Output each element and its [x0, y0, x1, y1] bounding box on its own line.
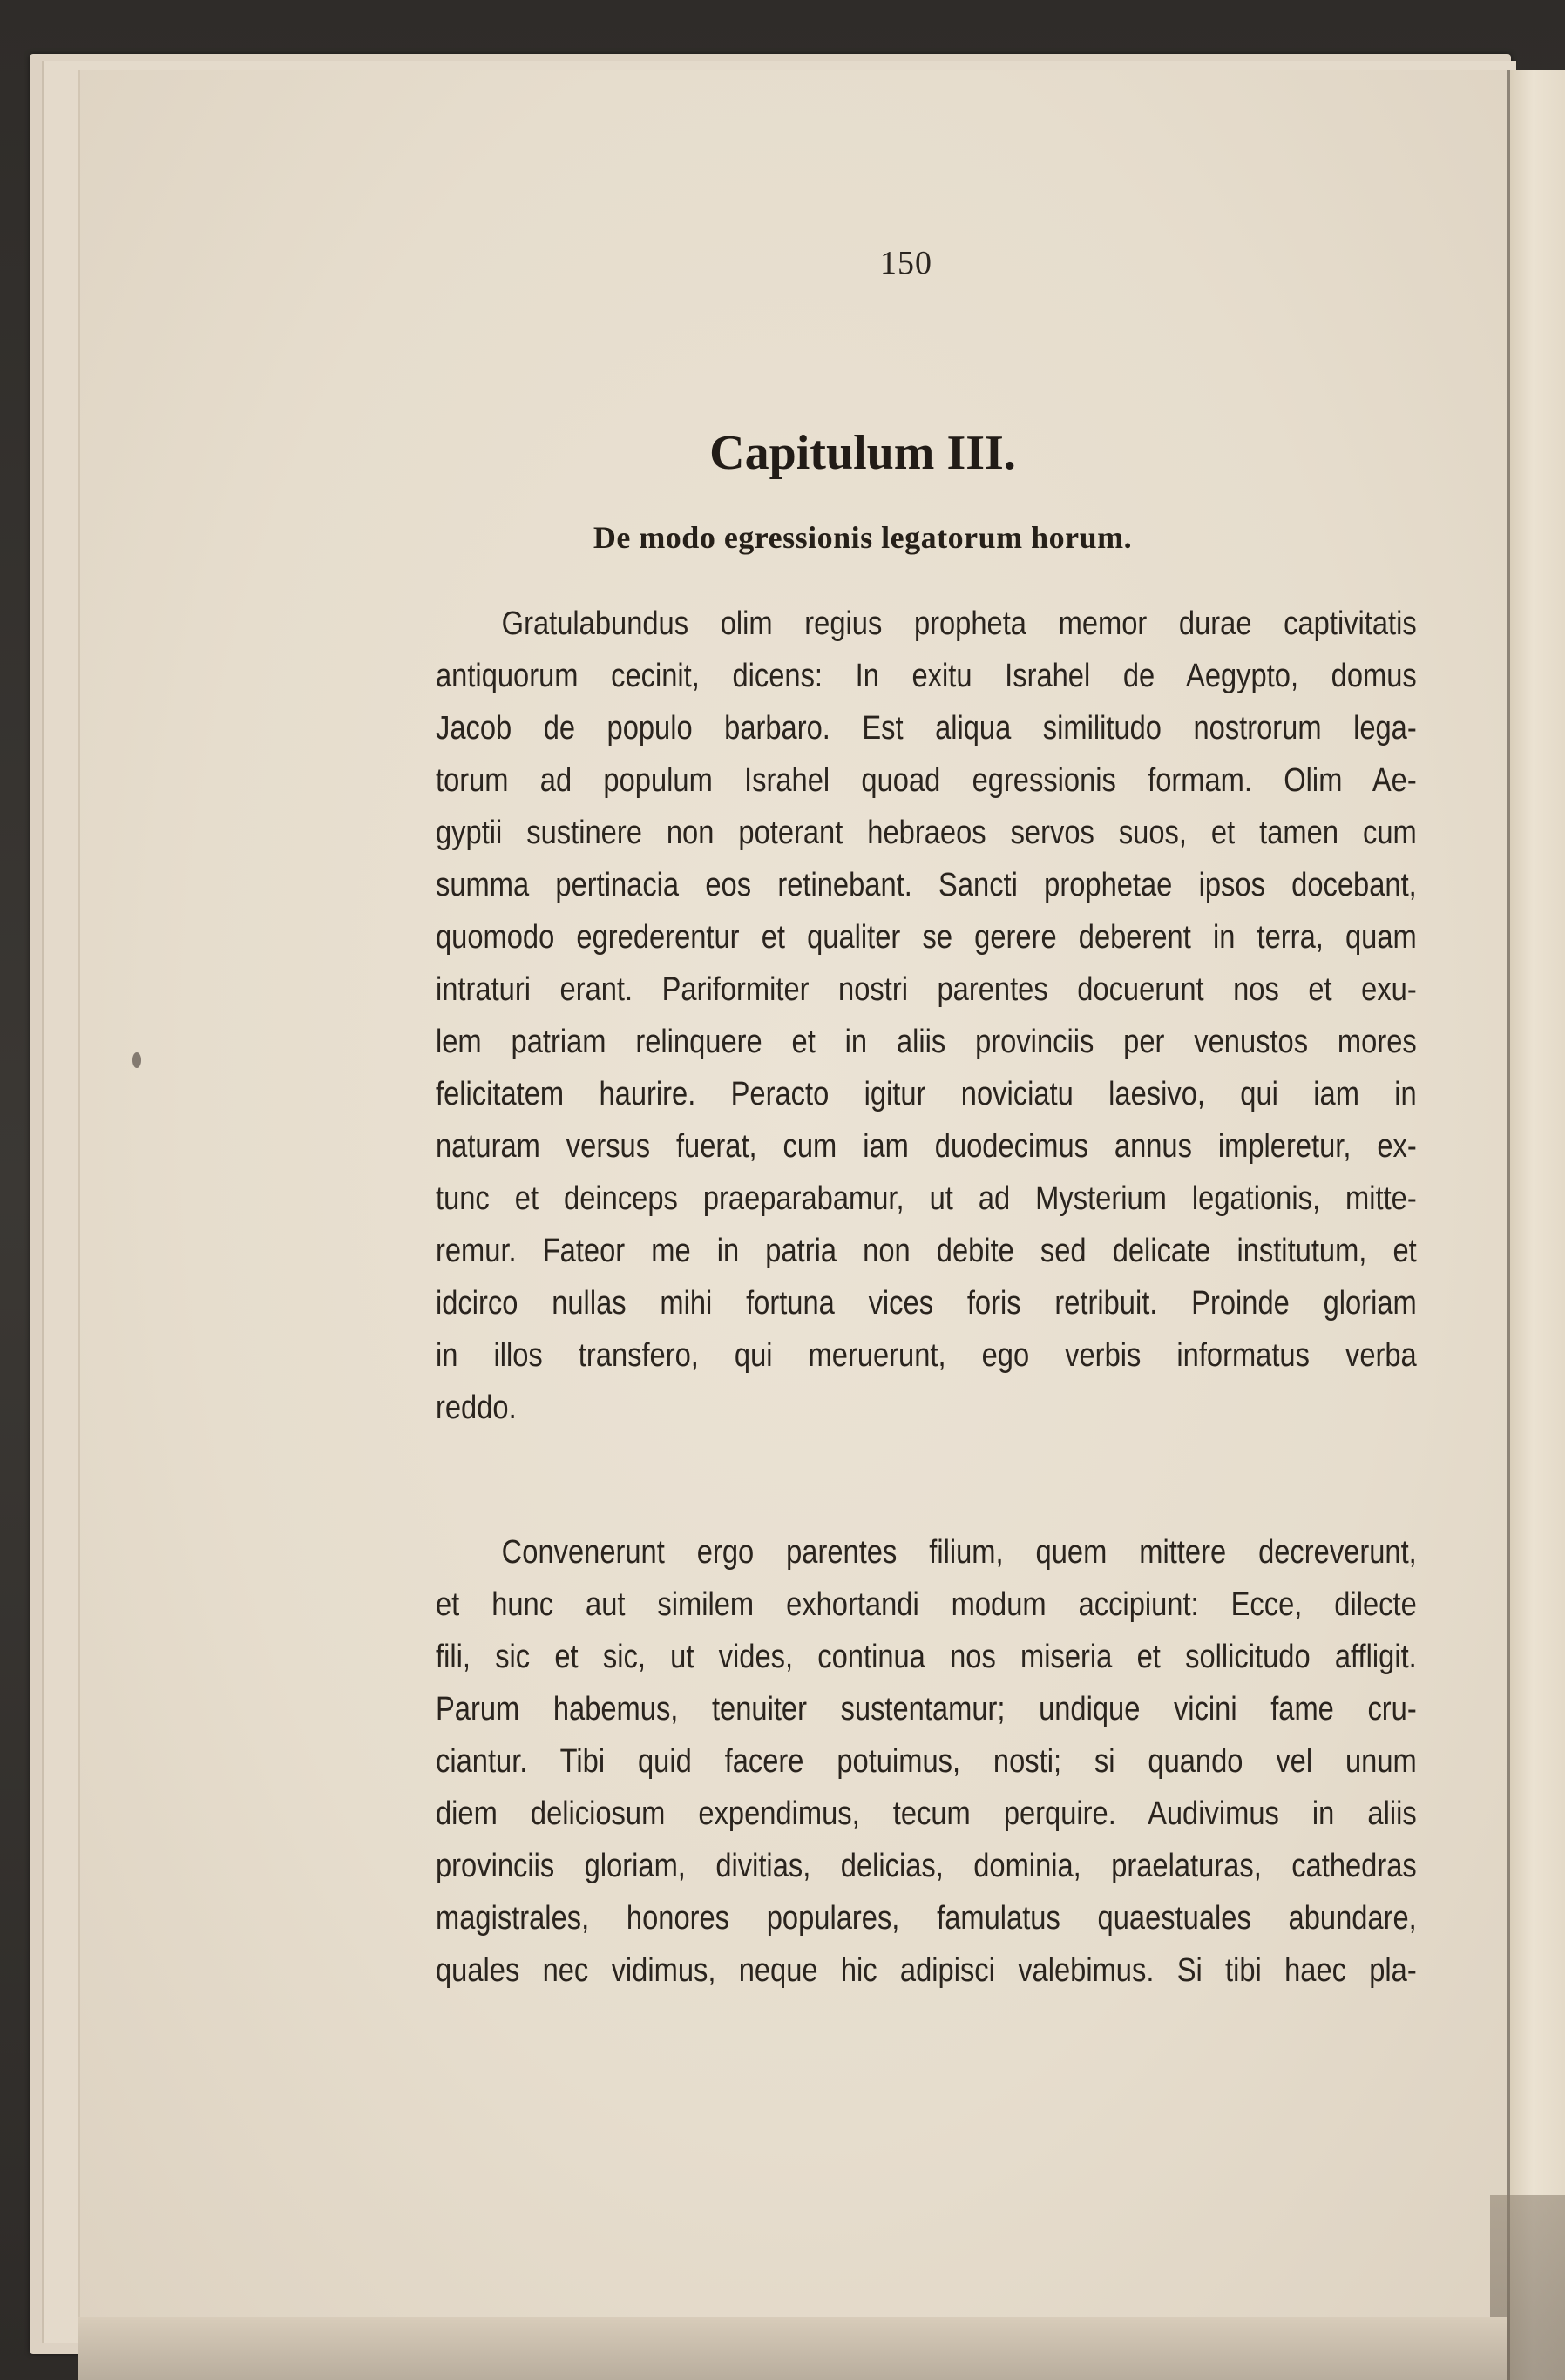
text-line: in illos transfero, qui meruerunt, ego verbis informatus verba: [436, 1337, 1417, 1374]
text-line: intraturi erant. Pariformiter nostri parentes docuerunt nos et exu-: [436, 971, 1417, 1008]
text-line: tunc et deinceps praeparabamur, ut ad Mysterium legationis, mitte-: [436, 1180, 1417, 1217]
paragraph-2: [436, 1526, 1417, 1997]
chapter-subtitle: De modo egressionis legatorum horum.: [593, 520, 1133, 555]
text-line: diem deliciosum expendimus, tecum perquire. Audivimus in aliis: [436, 1795, 1417, 1832]
paragraph-1: [436, 598, 1417, 1434]
text-line: Jacob de populo barbaro. Est aliqua similitudo nostrorum lega-: [436, 710, 1417, 747]
text-line: quomodo egrederentur et qualiter se gerere deberent in terra, quam: [436, 919, 1417, 956]
text-line: remur. Fateor me in patria non debite sed delicate institutum, et: [436, 1233, 1417, 1269]
text-line: lem patriam relinquere et in aliis provinciis per venustos mores: [436, 1024, 1417, 1060]
text-line: Gratulabundus olim regius propheta memor durae captivitatis: [501, 605, 1417, 642]
chapter-title: Capitulum III.: [709, 426, 1016, 480]
text-line: reddo.: [436, 1389, 517, 1426]
page-number: 150: [880, 245, 932, 281]
text-line: summa pertinacia eos retinebant. Sancti prophetae ipsos docebant,: [436, 867, 1417, 903]
text-line: et hunc aut similem exhortandi modum accipiunt: Ecce, dilecte: [436, 1586, 1417, 1623]
text-line: antiquorum cecinit, dicens: In exitu Israhel de Aegypto, domus: [436, 658, 1417, 694]
text-line: idcirco nullas mihi fortuna vices foris retribuit. Proinde gloriam: [436, 1285, 1417, 1322]
text-line: naturam versus fuerat, cum iam duodecimus annus impleretur, ex-: [436, 1128, 1417, 1165]
page-bottom-edge: [78, 2317, 1507, 2380]
text-line: Parum habemus, tenuiter sustentamur; undique vicini fame cru-: [436, 1691, 1417, 1728]
ink-smudge: [132, 1052, 141, 1068]
text-line: fili, sic et sic, ut vides, continua nos miseria et sollicitudo affligit.: [436, 1639, 1417, 1675]
text-line: gyptii sustinere non poterant hebraeos servos suos, et tamen cum: [436, 815, 1417, 851]
text-line: torum ad populum Israhel quoad egressionis formam. Olim Ae-: [436, 762, 1417, 799]
text-line: quales nec vidimus, neque hic adipisci valebimus. Si tibi haec pla-: [436, 1952, 1417, 1989]
text-line: felicitatem haurire. Peracto igitur noviciatu laesivo, qui iam in: [436, 1076, 1417, 1112]
text-line: magistrales, honores populares, famulatus quaestuales abundare,: [436, 1900, 1417, 1937]
text-line: provinciis gloriam, divitias, delicias, dominia, praelaturas, cathedras: [436, 1848, 1417, 1884]
text-line: ciantur. Tibi quid facere potuimus, nosti; si quando vel unum: [436, 1743, 1417, 1780]
text-line: Convenerunt ergo parentes filium, quem mittere decreverunt,: [501, 1534, 1417, 1571]
facing-page-edge: [1507, 70, 1565, 2380]
